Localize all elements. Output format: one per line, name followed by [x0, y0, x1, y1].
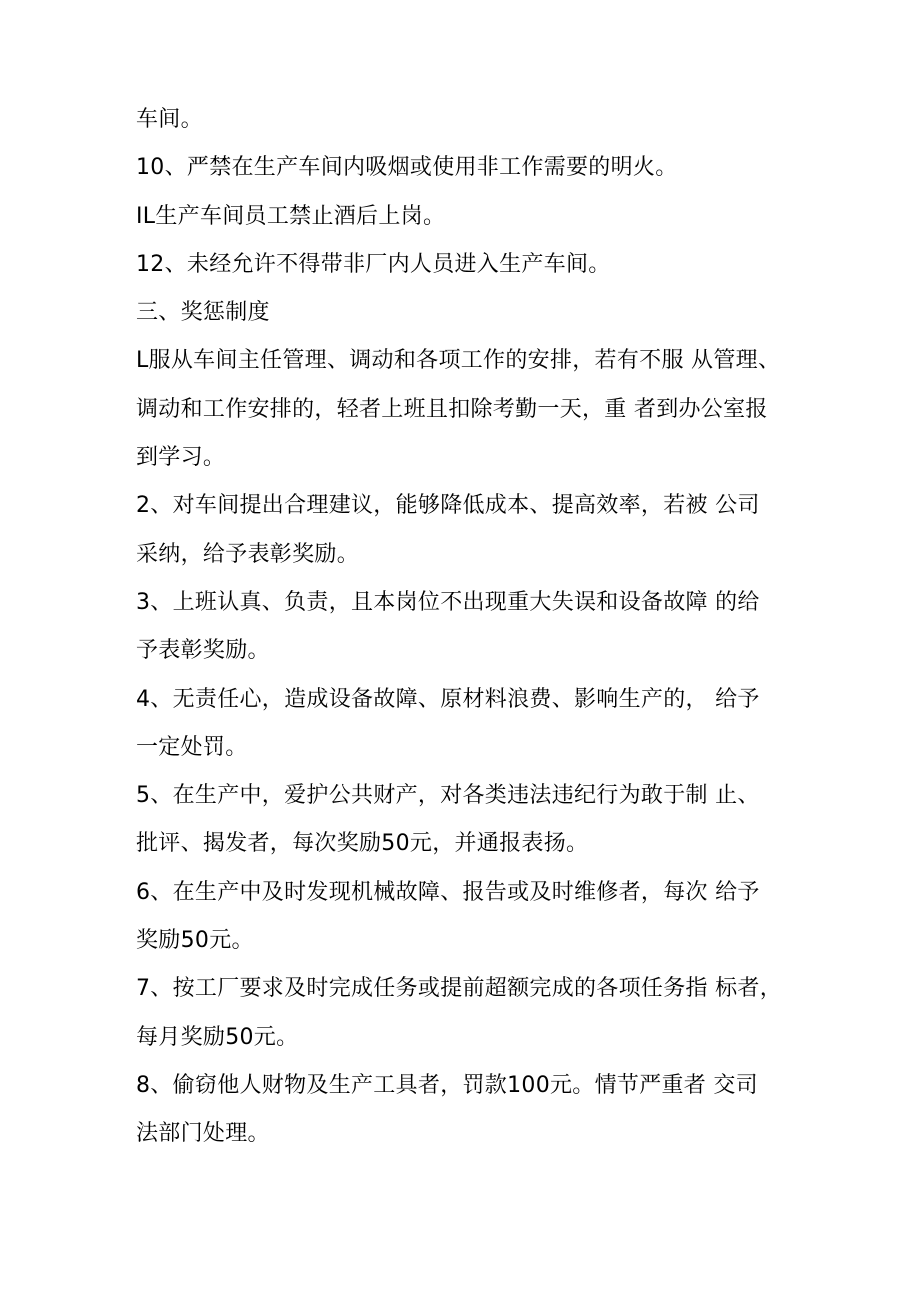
reward-item-5-line-2: 批评、揭发者，每次奖励50元，并通报表扬。	[136, 831, 589, 857]
reward-item-2-line-1: 2、对车间提出合理建议，能够降低成本、提高效率，若被 公司	[136, 493, 760, 519]
reward-item-8-line-2: 法部门处理。	[136, 1121, 270, 1147]
reward-item-6-line-1: 6、在生产中及时发现机械故障、报告或及时维修者，每次 给予	[136, 879, 760, 905]
document-body	[136, 96, 796, 1159]
rule-item-11: IL生产车间员工禁止酒后上岗。	[136, 203, 446, 229]
reward-item-5-line-1: 5、在生产中，爱护公共财产，对各类违法违纪行为敢于制 止、	[136, 783, 760, 809]
text-line: 车间。	[136, 107, 203, 132]
reward-item-6-line-2: 奖励50元。	[136, 928, 254, 954]
rule-item-10: 10、严禁在生产车间内吸烟或使用非工作需要的明火。	[136, 155, 678, 181]
reward-item-7-line-1: 7、按工厂要求及时完成任务或提前超额完成的各项任务指 标者，	[136, 976, 782, 1002]
reward-item-2-line-2: 采纳，给予表彰奖励。	[136, 541, 360, 567]
reward-item-4-line-2: 一定处罚。	[136, 734, 248, 760]
reward-item-1-line-3: 到学习。	[136, 445, 226, 471]
reward-item-1-line-1: L服从车间主任管理、调动和各项工作的安排，若有不服 从管理、	[136, 348, 781, 374]
rule-item-12: 12、未经允许不得带非厂内人员进入生产车间。	[136, 251, 611, 277]
reward-item-7-line-2: 每月奖励50元。	[136, 1024, 299, 1050]
reward-item-1-line-2: 调动和工作安排的，轻者上班且扣除考勤一天，重 者到办公室报	[136, 396, 768, 422]
reward-item-3-line-2: 予表彰奖励。	[136, 638, 270, 664]
reward-item-8-line-1: 8、偷窃他人财物及生产工具者，罚款100元。情节严重者 交司	[136, 1072, 758, 1098]
reward-item-3-line-1: 3、上班认真、负责，且本岗位不出现重大失误和设备故障 的给	[136, 589, 760, 615]
section-heading: 三、奖惩制度	[136, 300, 270, 326]
reward-item-4-line-1: 4、无责任心，造成设备故障、原材料浪费、影响生产的， 给予	[136, 686, 760, 712]
